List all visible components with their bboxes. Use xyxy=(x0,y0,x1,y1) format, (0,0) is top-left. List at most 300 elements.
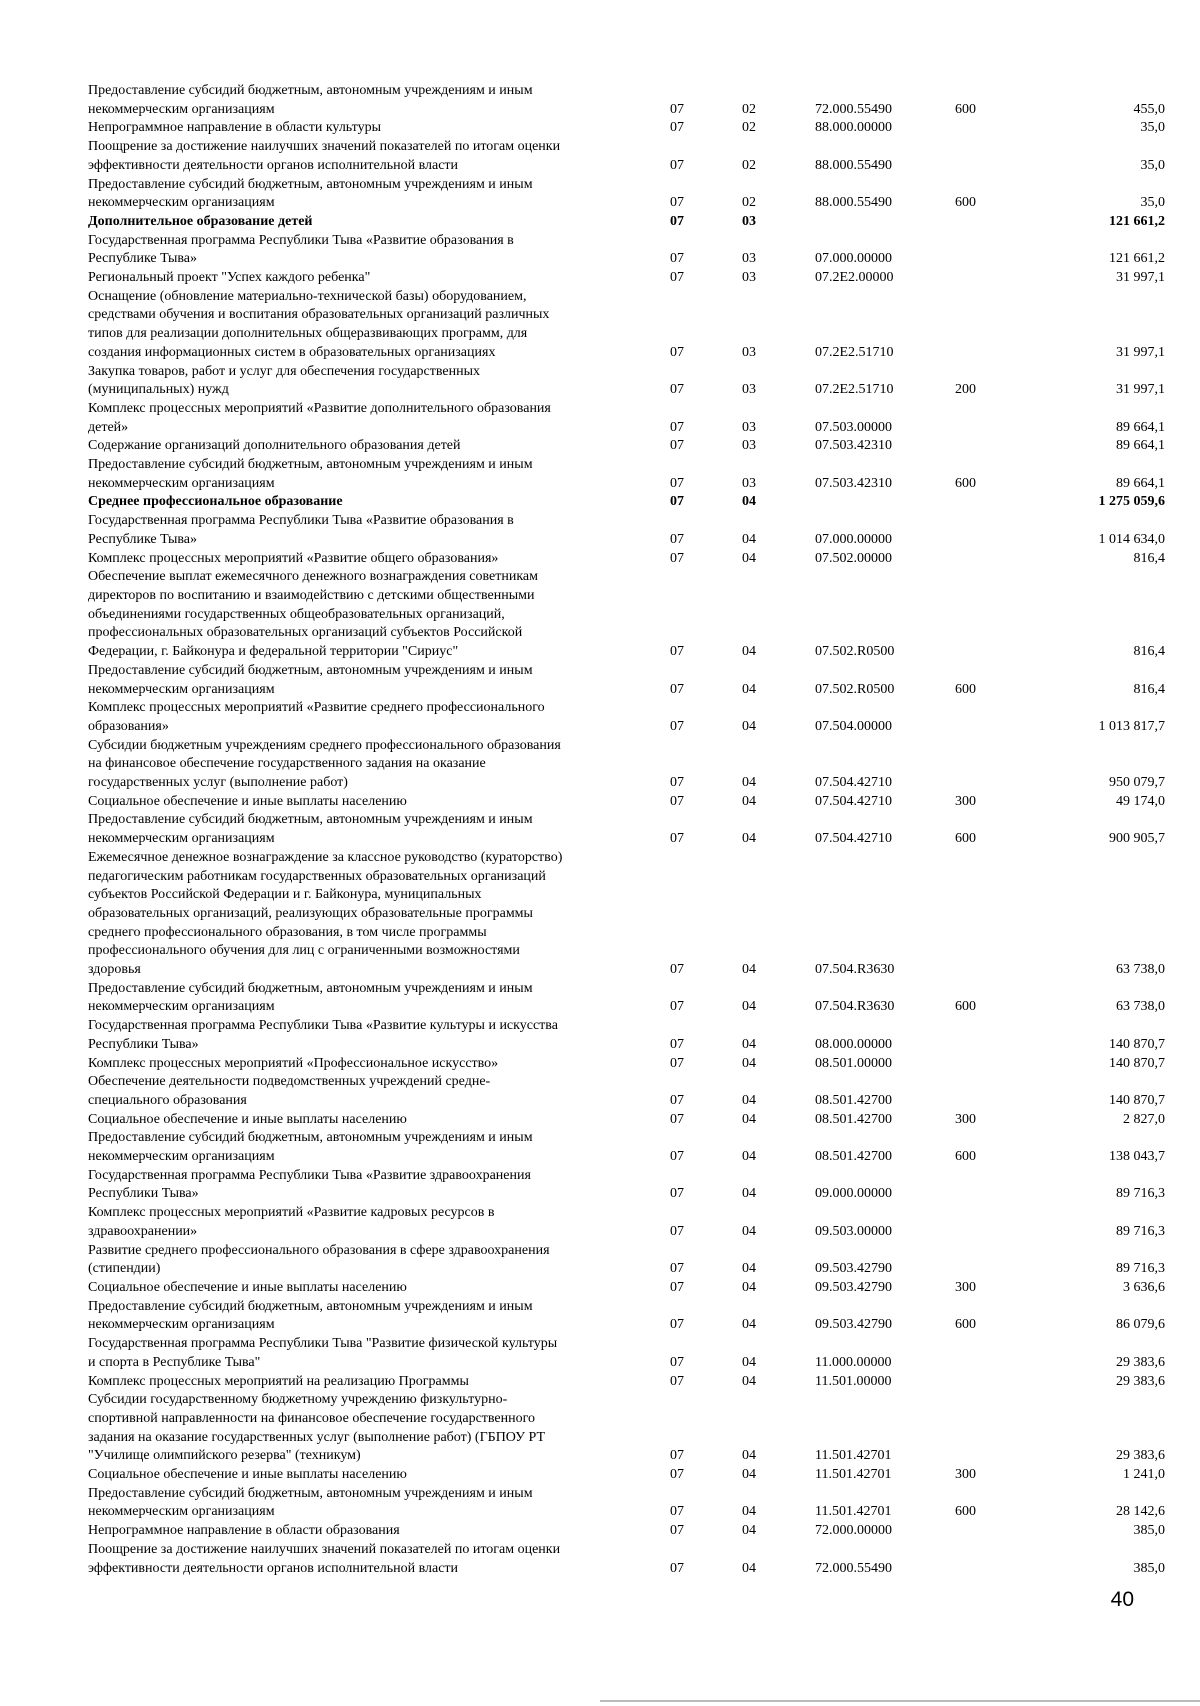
target-article-code: 08.501.42700 xyxy=(815,1111,892,1127)
row-name xyxy=(88,1485,648,1522)
row-name-line: задания на оказание государственных услуг (выполнение работ) (ГБПОУ РТ xyxy=(88,1429,546,1445)
amount: 89 716,3 xyxy=(1116,1261,1165,1277)
row-name-line: средствами обучения и воспитания образовательных организаций различных xyxy=(88,307,550,323)
row-name-line: Республике Тыва» xyxy=(88,251,198,267)
subsection-code: 04 xyxy=(742,999,756,1015)
section-code: 07 xyxy=(670,1448,684,1464)
section-code: 07 xyxy=(670,550,684,566)
row-name-line: Социальное обеспечение и иные выплаты населению xyxy=(88,793,407,809)
target-article-code: 08.000.00000 xyxy=(815,1036,892,1052)
row-name-line: здоровья xyxy=(88,962,141,978)
subsection-code: 04 xyxy=(742,1467,756,1483)
section-code: 07 xyxy=(670,1261,684,1277)
target-article-code: 07.000.00000 xyxy=(815,251,892,267)
row-name-line: Среднее профессиональное образование xyxy=(88,494,343,510)
target-article-code: 09.503.42790 xyxy=(815,1317,892,1333)
expense-type-code: 600 xyxy=(955,475,976,491)
table-row xyxy=(88,550,1165,569)
target-article-code: 11.501.42701 xyxy=(815,1504,892,1520)
row-name-line: некоммерческим организациям xyxy=(88,999,275,1015)
row-name-line: спортивной направленности на финансовое обеспечение государственного xyxy=(88,1410,536,1426)
row-name xyxy=(88,1111,648,1130)
amount: 89 664,1 xyxy=(1116,419,1165,435)
table-row xyxy=(88,138,1165,175)
table-row xyxy=(88,363,1165,400)
table-row xyxy=(88,1167,1165,1204)
row-name xyxy=(88,1017,648,1054)
table-row xyxy=(88,811,1165,848)
subsection-code: 04 xyxy=(742,1373,756,1389)
row-name-line: эффективности деятельности органов исполнительной власти xyxy=(88,157,459,173)
amount: 140 870,7 xyxy=(1109,1055,1165,1071)
row-name-line: субъектов Российской Федерации и г. Байконура, муниципальных xyxy=(88,887,482,903)
amount: 86 079,6 xyxy=(1116,1317,1165,1333)
expense-type-code: 600 xyxy=(955,831,976,847)
subsection-code: 03 xyxy=(742,213,756,229)
row-name-line: Республики Тыва» xyxy=(88,1036,199,1052)
row-name-line: Государственная программа Республики Тыва «Развитие здравоохранения xyxy=(88,1167,531,1183)
section-code: 07 xyxy=(670,475,684,491)
table-row xyxy=(88,737,1165,793)
row-name-line: Комплекс процессных мероприятий «Профессиональное искусство» xyxy=(88,1055,499,1071)
subsection-code: 03 xyxy=(742,382,756,398)
row-name-line: Предоставление субсидий бюджетным, автономным учреждениям и иным xyxy=(88,176,533,192)
target-article-code: 88.000.00000 xyxy=(815,120,892,136)
expense-type-code: 300 xyxy=(955,1467,976,1483)
expense-type-code: 600 xyxy=(955,1149,976,1165)
section-code: 07 xyxy=(670,1317,684,1333)
row-name-line: Предоставление субсидий бюджетным, автономным учреждениям и иным xyxy=(88,1485,533,1501)
row-name xyxy=(88,269,648,288)
row-name-line: Содержание организаций дополнительного образования детей xyxy=(88,438,461,454)
row-name-line: Оснащение (обновление материально-технической базы) оборудованием, xyxy=(88,288,527,304)
row-name-line: некоммерческим организациям xyxy=(88,1149,275,1165)
target-article-code: 07.503.42310 xyxy=(815,438,892,454)
amount: 35,0 xyxy=(1140,120,1165,136)
row-name-line: Обеспечение деятельности подведомственных учреждений средне- xyxy=(88,1074,491,1090)
section-code: 07 xyxy=(670,213,684,229)
target-article-code: 07.504.R3630 xyxy=(815,999,895,1015)
row-name-line: некоммерческим организациям xyxy=(88,681,275,697)
target-article-code: 07.000.00000 xyxy=(815,531,892,547)
target-article-code: 08.501.00000 xyxy=(815,1055,892,1071)
row-name-line: некоммерческим организациям xyxy=(88,1317,275,1333)
table-row xyxy=(88,1129,1165,1166)
section-code: 07 xyxy=(670,1111,684,1127)
row-name-line: эффективности деятельности органов исполнительной власти xyxy=(88,1560,459,1576)
row-name-line: Поощрение за достижение наилучших значений показателей по итогам оценки xyxy=(88,139,561,155)
row-name xyxy=(88,400,648,437)
expense-type-code: 600 xyxy=(955,195,976,211)
amount: 140 870,7 xyxy=(1109,1036,1165,1052)
row-name-line: Комплекс процессных мероприятий «Развитие среднего профессионального xyxy=(88,700,545,716)
row-name xyxy=(88,811,648,848)
amount: 2 827,0 xyxy=(1123,1111,1165,1127)
row-name-line: и спорта в Республике Тыва" xyxy=(88,1354,261,1370)
subsection-code: 04 xyxy=(742,644,756,660)
table-row xyxy=(88,269,1165,288)
row-name xyxy=(88,849,648,980)
subsection-code: 04 xyxy=(742,1504,756,1520)
target-article-code: 08.501.42700 xyxy=(815,1092,892,1108)
expense-type-code: 600 xyxy=(955,681,976,697)
row-name-line: Социальное обеспечение и иные выплаты населению xyxy=(88,1467,407,1483)
subsection-code: 04 xyxy=(742,1186,756,1202)
target-article-code: 09.503.42790 xyxy=(815,1280,892,1295)
row-name-line: Предоставление субсидий бюджетным, автономным учреждениям и иным xyxy=(88,1298,533,1314)
section-code: 07 xyxy=(670,120,684,136)
row-name xyxy=(88,699,648,736)
subsection-code: 02 xyxy=(742,195,756,211)
section-code: 07 xyxy=(670,101,684,117)
amount: 816,4 xyxy=(1133,681,1165,697)
subsection-code: 04 xyxy=(742,962,756,978)
subsection-code: 04 xyxy=(742,550,756,566)
row-name xyxy=(88,437,648,456)
target-article-code: 09.503.42790 xyxy=(815,1261,892,1277)
section-code: 07 xyxy=(670,1280,684,1295)
row-name-line: Дополнительное образование детей xyxy=(88,213,313,229)
target-article-code: 72.000.55490 xyxy=(815,101,892,117)
amount: 900 905,7 xyxy=(1109,831,1165,847)
row-name xyxy=(88,512,648,549)
amount: 49 174,0 xyxy=(1116,793,1165,809)
section-code: 07 xyxy=(670,382,684,398)
section-code: 07 xyxy=(670,999,684,1015)
subsection-code: 03 xyxy=(742,419,756,435)
row-name-line: Непрограммное направление в области культуры xyxy=(88,120,381,136)
subsection-code: 04 xyxy=(742,775,756,791)
target-article-code: 11.501.42701 xyxy=(815,1448,892,1464)
row-name xyxy=(88,793,648,812)
target-article-code: 07.2E2.51710 xyxy=(815,382,894,398)
row-name-line: Предоставление субсидий бюджетным, автономным учреждениям и иным xyxy=(88,457,533,473)
row-name xyxy=(88,82,648,119)
row-name-line: Поощрение за достижение наилучших значений показателей по итогам оценки xyxy=(88,1541,561,1557)
amount: 1 013 817,7 xyxy=(1098,718,1165,734)
row-name xyxy=(88,213,648,232)
table-row xyxy=(88,232,1165,269)
table-row xyxy=(88,1466,1165,1485)
row-name xyxy=(88,1167,648,1204)
row-name-line: Предоставление субсидий бюджетным, автономным учреждениям и иным xyxy=(88,662,533,678)
row-name xyxy=(88,1298,648,1335)
scan-edge-line xyxy=(600,1700,1200,1702)
section-code: 07 xyxy=(670,251,684,267)
row-name-line: на финансовое обеспечение государственного задания на оказание xyxy=(88,756,486,772)
table-row xyxy=(88,1073,1165,1110)
row-name xyxy=(88,119,648,138)
subsection-code: 03 xyxy=(742,251,756,267)
section-code: 07 xyxy=(670,1036,684,1052)
row-name-line: Обеспечение выплат ежемесячного денежного вознаграждения советникам xyxy=(88,569,538,585)
row-name-line: образования» xyxy=(88,718,169,734)
subsection-code: 04 xyxy=(742,831,756,847)
subsection-code: 03 xyxy=(742,438,756,454)
row-name-line: некоммерческим организациям xyxy=(88,1504,275,1520)
expense-type-code: 600 xyxy=(955,1317,976,1333)
amount: 31 997,1 xyxy=(1116,344,1165,360)
amount: 35,0 xyxy=(1140,195,1165,211)
section-code: 07 xyxy=(670,1149,684,1165)
amount: 63 738,0 xyxy=(1116,999,1165,1015)
row-name-line: Комплекс процессных мероприятий «Развитие дополнительного образования xyxy=(88,400,551,416)
amount: 31 997,1 xyxy=(1116,270,1165,286)
section-code: 07 xyxy=(670,1223,684,1239)
target-article-code: 07.504.00000 xyxy=(815,718,892,734)
section-code: 07 xyxy=(670,344,684,360)
section-code: 07 xyxy=(670,270,684,286)
amount: 89 664,1 xyxy=(1116,475,1165,491)
row-name-line: образовательных организаций, реализующих образовательные программы xyxy=(88,905,533,921)
section-code: 07 xyxy=(670,494,684,510)
row-name xyxy=(88,176,648,213)
section-code: 07 xyxy=(670,1055,684,1071)
table-row xyxy=(88,288,1165,363)
expense-type-code: 300 xyxy=(955,1111,976,1127)
row-name-line: среднего профессионального образования, в том числе программы xyxy=(88,924,487,940)
row-name-line: Ежемесячное денежное вознаграждение за классное руководство (кураторство) xyxy=(88,849,563,865)
table-row xyxy=(88,1111,1165,1130)
row-name-line: Комплекс процессных мероприятий на реализацию Программы xyxy=(88,1373,469,1389)
row-name-line: Предоставление субсидий бюджетным, автономным учреждениям и иным xyxy=(88,1130,533,1146)
row-name xyxy=(88,737,648,793)
table-row xyxy=(88,1298,1165,1335)
table-row xyxy=(88,1055,1165,1074)
table-row xyxy=(88,793,1165,812)
row-name xyxy=(88,550,648,569)
table-row xyxy=(88,662,1165,699)
subsection-code: 04 xyxy=(742,681,756,697)
amount: 31 997,1 xyxy=(1116,382,1165,398)
amount: 28 142,6 xyxy=(1116,1504,1165,1520)
amount: 89 664,1 xyxy=(1116,438,1165,454)
section-code: 07 xyxy=(670,195,684,211)
row-name xyxy=(88,1204,648,1241)
row-name-line: специального образования xyxy=(88,1092,247,1108)
section-code: 07 xyxy=(670,775,684,791)
target-article-code: 11.000.00000 xyxy=(815,1354,892,1370)
table-row xyxy=(88,980,1165,1017)
subsection-code: 04 xyxy=(742,1111,756,1127)
section-code: 07 xyxy=(670,419,684,435)
row-name-line: Комплекс процессных мероприятий «Развитие общего образования» xyxy=(88,550,499,566)
row-name-line: Закупка товаров, работ и услуг для обеспечения государственных xyxy=(88,363,481,379)
row-name xyxy=(88,980,648,1017)
table-row xyxy=(88,82,1165,119)
row-name xyxy=(88,1522,648,1541)
subsection-code: 04 xyxy=(742,1036,756,1052)
row-name xyxy=(88,1541,648,1578)
table-row xyxy=(88,1204,1165,1241)
subsection-code: 04 xyxy=(742,1448,756,1464)
row-name-line: государственных услуг (выполнение работ) xyxy=(88,775,348,791)
amount: 455,0 xyxy=(1133,101,1165,117)
section-code: 07 xyxy=(670,831,684,847)
row-name xyxy=(88,1242,648,1279)
row-name-line: типов для реализации дополнительных общеразвивающих программ, для xyxy=(88,326,528,342)
expense-type-code: 600 xyxy=(955,1504,976,1520)
row-name-line: педагогическим работникам государственных образовательных организаций xyxy=(88,868,546,884)
row-name xyxy=(88,662,648,699)
row-name-line: Непрограммное направление в области образования xyxy=(88,1523,400,1539)
row-name xyxy=(88,456,648,493)
amount: 89 716,3 xyxy=(1116,1186,1165,1202)
subsection-code: 02 xyxy=(742,120,756,136)
row-name xyxy=(88,1073,648,1110)
row-name-line: профессиональных образовательных организаций субъектов Российской xyxy=(88,625,523,641)
row-name-line: Государственная программа Республики Тыва «Развитие образования в xyxy=(88,232,514,248)
section-code: 07 xyxy=(670,1523,684,1539)
target-article-code: 09.503.00000 xyxy=(815,1223,892,1239)
row-name-line: некоммерческим организациям xyxy=(88,101,275,117)
table-row xyxy=(88,1391,1165,1466)
table-row xyxy=(88,1242,1165,1279)
amount: 121 661,2 xyxy=(1109,251,1165,267)
row-name xyxy=(88,1335,648,1372)
table-row xyxy=(88,456,1165,493)
row-name-line: здравоохранении» xyxy=(88,1223,198,1239)
section-code: 07 xyxy=(670,1373,684,1389)
section-code: 07 xyxy=(670,531,684,547)
subsection-code: 04 xyxy=(742,1354,756,1370)
subsection-code: 03 xyxy=(742,270,756,286)
subsection-code: 04 xyxy=(742,1560,756,1576)
expense-type-code: 600 xyxy=(955,999,976,1015)
row-name xyxy=(88,1055,648,1074)
subsection-code: 04 xyxy=(742,1055,756,1071)
subsection-code: 04 xyxy=(742,494,756,510)
row-name xyxy=(88,288,648,363)
subsection-code: 03 xyxy=(742,344,756,360)
amount: 950 079,7 xyxy=(1109,775,1165,791)
target-article-code: 07.2E2.51710 xyxy=(815,344,894,360)
amount: 1 241,0 xyxy=(1123,1467,1165,1483)
expense-type-code: 200 xyxy=(955,382,976,398)
section-code: 07 xyxy=(670,1467,684,1483)
table-row xyxy=(88,493,1165,512)
section-code: 07 xyxy=(670,1186,684,1202)
target-article-code: 07.504.42710 xyxy=(815,831,892,847)
row-name-line: Республики Тыва» xyxy=(88,1186,199,1202)
amount: 385,0 xyxy=(1133,1523,1165,1539)
row-name-line: Федерации, г. Байконура и федеральной территории "Сириус" xyxy=(88,644,459,660)
table-row xyxy=(88,568,1165,662)
table-row xyxy=(88,437,1165,456)
row-name-line: некоммерческим организациям xyxy=(88,475,275,491)
row-name-line: Государственная программа Республики Тыва «Развитие культуры и искусства xyxy=(88,1018,558,1034)
target-article-code: 07.504.R3630 xyxy=(815,962,895,978)
subsection-code: 02 xyxy=(742,101,756,117)
target-article-code: 07.502.00000 xyxy=(815,550,892,566)
amount: 29 383,6 xyxy=(1116,1373,1165,1389)
row-name xyxy=(88,1129,648,1166)
amount: 138 043,7 xyxy=(1109,1149,1165,1165)
target-article-code: 11.501.00000 xyxy=(815,1373,892,1389)
section-code: 07 xyxy=(670,644,684,660)
subsection-code: 04 xyxy=(742,1223,756,1239)
subsection-code: 04 xyxy=(742,1317,756,1333)
row-name-line: Предоставление субсидий бюджетным, автономным учреждениям и иным xyxy=(88,980,533,996)
row-name-line: директоров по воспитанию и взаимодействию с детскими общественными xyxy=(88,587,535,603)
row-name-line: Предоставление субсидий бюджетным, автономным учреждениям и иным xyxy=(88,812,533,828)
row-name xyxy=(88,1279,648,1298)
row-name-line: Комплекс процессных мероприятий «Развитие кадровых ресурсов в xyxy=(88,1205,495,1221)
budget-table xyxy=(88,82,1165,1578)
row-name-line: Государственная программа Республики Тыва "Развитие физической культуры xyxy=(88,1336,558,1352)
expense-type-code: 300 xyxy=(955,793,976,809)
target-article-code: 07.504.42710 xyxy=(815,793,892,809)
amount: 385,0 xyxy=(1133,1560,1165,1576)
table-row xyxy=(88,119,1165,138)
row-name xyxy=(88,1373,648,1392)
subsection-code: 04 xyxy=(742,1092,756,1108)
target-article-code: 07.502.R0500 xyxy=(815,644,895,660)
row-name-line: Развитие среднего профессионального образования в сфере здравоохранения xyxy=(88,1242,550,1258)
subsection-code: 02 xyxy=(742,157,756,173)
target-article-code: 88.000.55490 xyxy=(815,157,892,173)
subsection-code: 04 xyxy=(742,531,756,547)
target-article-code: 72.000.55490 xyxy=(815,1560,892,1576)
section-code: 07 xyxy=(670,438,684,454)
row-name-line: Субсидии государственному бюджетному учреждению физкультурно- xyxy=(88,1392,508,1408)
table-row xyxy=(88,1335,1165,1372)
subsection-code: 04 xyxy=(742,1523,756,1539)
row-name xyxy=(88,363,648,400)
table-row xyxy=(88,1541,1165,1578)
row-name xyxy=(88,1466,648,1485)
section-code: 07 xyxy=(670,1354,684,1370)
expense-type-code: 600 xyxy=(955,101,976,117)
target-article-code: 07.504.42710 xyxy=(815,775,892,791)
amount: 29 383,6 xyxy=(1116,1354,1165,1370)
amount: 816,4 xyxy=(1133,550,1165,566)
amount: 89 716,3 xyxy=(1116,1223,1165,1239)
target-article-code: 07.503.00000 xyxy=(815,419,892,435)
target-article-code: 07.502.R0500 xyxy=(815,681,895,697)
row-name-line: (стипендии) xyxy=(88,1261,161,1277)
page-number: 40 xyxy=(1110,1588,1134,1611)
target-article-code: 07.503.42310 xyxy=(815,475,892,491)
section-code: 07 xyxy=(670,1504,684,1520)
table-row xyxy=(88,699,1165,736)
row-name xyxy=(88,232,648,269)
row-name-line: Субсидии бюджетным учреждениям среднего профессионального образования xyxy=(88,737,561,753)
row-name xyxy=(88,568,648,662)
subsection-code: 04 xyxy=(742,1149,756,1165)
subsection-code: 04 xyxy=(742,1280,756,1295)
target-article-code: 88.000.55490 xyxy=(815,195,892,211)
amount: 1 014 634,0 xyxy=(1098,531,1165,547)
row-name-line: профессионального обучения для лиц с ограниченными возможностями xyxy=(88,943,520,959)
amount: 3 636,6 xyxy=(1123,1280,1165,1295)
subsection-code: 03 xyxy=(742,475,756,491)
row-name xyxy=(88,493,648,512)
amount: 29 383,6 xyxy=(1116,1448,1165,1464)
section-code: 07 xyxy=(670,157,684,173)
table-row xyxy=(88,176,1165,213)
target-article-code: 72.000.00000 xyxy=(815,1523,892,1539)
row-name-line: детей» xyxy=(88,419,129,435)
row-name-line: Региональный проект "Успех каждого ребенка" xyxy=(88,270,371,286)
table-row xyxy=(88,1522,1165,1541)
amount: 35,0 xyxy=(1140,157,1165,173)
row-name xyxy=(88,1391,648,1466)
row-name-line: Социальное обеспечение и иные выплаты населению xyxy=(88,1280,407,1295)
table-row xyxy=(88,400,1165,437)
row-name-line: объединениями государственных общеобразовательных организаций, xyxy=(88,606,505,622)
table-row xyxy=(88,1017,1165,1054)
